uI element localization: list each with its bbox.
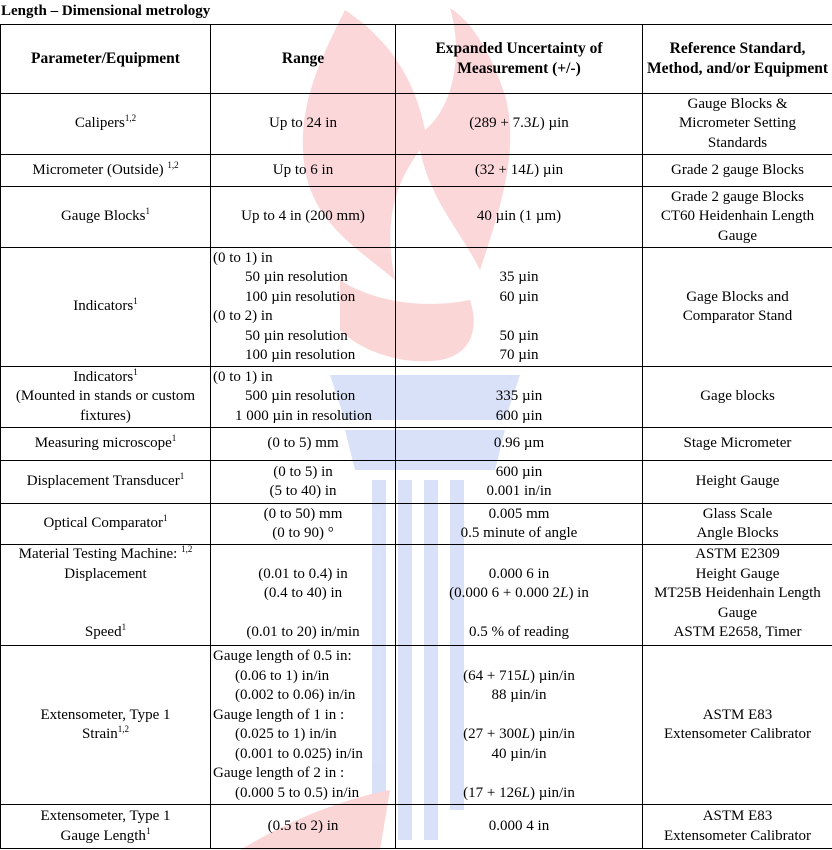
range-cell: (0 to 5) mm — [211, 428, 396, 461]
ref-line: Standards — [707, 134, 768, 151]
param-line — [3, 725, 208, 745]
reference-cell — [643, 94, 832, 155]
ref-line: Gauge Blocks & — [687, 95, 788, 112]
param-cell — [1, 248, 211, 367]
reference-cell: Gage blocks — [643, 367, 832, 428]
range-cell — [211, 248, 396, 367]
unc-line: 335 µin — [495, 388, 543, 405]
reference-cell — [643, 646, 832, 805]
unc-line: 0.000 6 in — [488, 565, 550, 582]
table-row-extensometer-gauge-length — [1, 805, 832, 849]
param-line: Extensometer, Type 1 — [40, 808, 171, 824]
ref-line: Extensometer Calibrator — [663, 726, 812, 742]
blank-line — [3, 604, 208, 624]
unc-line: 0.5 % of reading — [469, 624, 569, 640]
uncertainty-cell — [396, 461, 643, 504]
footnote-sup: 1 — [145, 825, 151, 836]
range-cell — [211, 461, 396, 504]
param-cell — [1, 504, 211, 545]
unc-line — [398, 667, 640, 687]
param-text: Micrometer (Outside) — [32, 161, 168, 178]
range-line: (0.01 to 20) in/min — [246, 624, 360, 640]
unc-text: (289 + 7.3 — [469, 115, 532, 132]
ref-line: Comparator Stand — [682, 308, 793, 324]
range-line: 50 µin resolution — [245, 269, 348, 285]
unc-line: 88 µin/in — [491, 687, 547, 703]
uncertainty-cell: 0.96 µm — [396, 428, 643, 461]
header-uncertainty: Expanded Uncertainty of Measurement (+/-) — [396, 25, 643, 94]
unc-line: 70 µin — [499, 347, 539, 363]
param-cell — [1, 155, 211, 187]
unc-line: 50 µin — [499, 327, 539, 344]
range-cell: Up to 6 in — [211, 155, 396, 187]
ref-line: Extensometer Calibrator — [663, 827, 812, 844]
param-line: Extensometer, Type 1 — [40, 706, 171, 723]
unc-text: ) µin — [539, 115, 569, 132]
footnote-sup: 1 — [163, 513, 168, 524]
unc-line: 0.005 mm — [488, 505, 550, 522]
blank-line — [213, 604, 393, 624]
range-line: 1 000 µin in resolution — [235, 407, 372, 424]
uncertainty-cell — [396, 155, 643, 187]
range-line: (0 to 50) mm — [263, 505, 343, 522]
ref-line: Height Gauge — [695, 565, 780, 582]
footnote-sup: 1 — [171, 433, 177, 444]
ref-line: Gauge — [717, 227, 758, 244]
range-line: (0.06 to 1) in/in — [235, 667, 330, 684]
unc-line: 35 µin — [499, 269, 539, 285]
param-line: Displacement — [64, 565, 147, 582]
param-text: Optical Comparator — [43, 515, 164, 532]
ref-line: Glass Scale — [702, 505, 773, 522]
ref-line: ASTM E2309 — [695, 546, 780, 562]
footnote-sup: 1,2 — [117, 724, 130, 734]
range-line: (5 to 40) in — [269, 483, 337, 499]
unc-text: (0.000 6 + 0.000 2 — [449, 585, 561, 601]
document-title: Length – Dimensional metrology — [1, 3, 211, 19]
table-row-extensometer-strain — [1, 646, 832, 805]
unc-line: 600 µin — [495, 463, 543, 480]
range-line: (0 to 5) in — [273, 463, 333, 480]
uncertainty-cell — [396, 248, 643, 367]
blank-line — [3, 584, 208, 604]
param-text: Calipers — [74, 115, 125, 132]
ref-line: Gauge — [717, 604, 758, 621]
uncertainty-cell: 0.000 4 in — [396, 805, 643, 849]
param-text: Strain — [81, 726, 118, 742]
unc-text: (64 + 715 — [463, 667, 522, 684]
ref-line: Gage Blocks and — [686, 288, 789, 305]
param-cell — [1, 545, 211, 646]
range-line: (0.000 5 to 0.5) in/in — [235, 784, 360, 801]
unc-var: L — [525, 161, 535, 178]
param-text: Gauge Blocks — [60, 208, 146, 225]
range-cell: (0.5 to 2) in — [211, 805, 396, 849]
footnote-sup: 1,2 — [181, 544, 193, 554]
uncertainty-cell — [396, 94, 643, 155]
blank-line — [398, 545, 640, 565]
reference-cell: Height Gauge — [643, 461, 832, 504]
ref-line: Grade 2 gauge Blocks — [671, 188, 804, 205]
param-line — [3, 368, 208, 388]
param-line — [3, 827, 208, 847]
uncertainty-cell: 40 µin (1 µm) — [396, 187, 643, 248]
unc-var: L — [521, 726, 530, 742]
param-text: Indicators — [73, 298, 134, 315]
range-line: (0.4 to 40) in — [263, 585, 343, 601]
param-line — [3, 623, 208, 643]
footnote-sup: 1 — [121, 622, 127, 632]
table-row-optical-comparator — [1, 504, 832, 545]
range-cell — [211, 545, 396, 646]
unc-line: 0.001 in/in — [486, 483, 552, 499]
footnote-sup: 1 — [179, 471, 185, 482]
uncertainty-cell — [396, 367, 643, 428]
unc-var: L — [531, 115, 540, 132]
range-cell — [211, 646, 396, 805]
uncertainty-cell — [396, 504, 643, 545]
range-line: (0 to 90) ° — [272, 525, 334, 541]
param-text: Displacement Transducer — [26, 473, 180, 490]
reference-cell — [643, 545, 832, 646]
unc-var: L — [521, 784, 530, 801]
unc-text: (27 + 300 — [463, 726, 522, 742]
blank-line — [398, 249, 640, 269]
param-text: Measuring microscope — [34, 435, 172, 452]
scope-table — [0, 24, 832, 849]
range-line: (0.01 to 0.4) in — [258, 565, 348, 582]
reference-cell — [643, 805, 832, 849]
footnote-sup: 1,2 — [124, 113, 137, 124]
blank-line — [398, 604, 640, 624]
blank-line — [398, 647, 640, 667]
param-cell — [1, 646, 211, 805]
blank-line — [398, 307, 640, 327]
param-cell — [1, 367, 211, 428]
unc-text: ) µin/in — [529, 784, 575, 801]
range-line: (0.025 to 1) in/in — [235, 726, 337, 742]
range-line: 100 µin resolution — [245, 288, 356, 305]
param-cell — [1, 428, 211, 461]
range-line: Gauge length of 0.5 in: — [213, 648, 352, 664]
table-row-micrometer — [1, 155, 832, 187]
unc-text: (17 + 126 — [463, 784, 522, 801]
ref-line: ASTM E83 — [702, 706, 773, 723]
param-line: (Mounted in stands or custom — [15, 388, 196, 405]
blank-line — [398, 368, 640, 388]
range-line: (0 to 1) in — [213, 249, 273, 266]
range-line: (0.002 to 0.06) in/in — [235, 687, 356, 703]
ref-line: Angle Blocks — [696, 525, 779, 541]
range-cell: Up to 4 in (200 mm) — [211, 187, 396, 248]
range-line: (0 to 1) in — [213, 368, 273, 385]
param-text: Material Testing Machine: — [18, 546, 182, 562]
reference-cell: Grade 2 gauge Blocks — [643, 155, 832, 187]
unc-text: ) µin/in — [529, 726, 575, 742]
blank-line — [213, 545, 393, 565]
unc-line — [398, 584, 640, 604]
param-line — [3, 545, 208, 565]
table-row-microscope — [1, 428, 832, 461]
header-range: Range — [211, 25, 396, 94]
param-cell — [1, 805, 211, 849]
ref-line: MT25B Heidenhain Length — [654, 585, 821, 601]
blank-line — [398, 764, 640, 784]
range-cell: Up to 24 in — [211, 94, 396, 155]
range-line: 100 µin resolution — [245, 347, 356, 363]
reference-cell — [643, 187, 832, 248]
ref-line: Micrometer Setting — [678, 115, 797, 132]
table-row-indicators — [1, 248, 832, 367]
reference-cell — [643, 248, 832, 367]
unc-line: 0.5 minute of angle — [460, 525, 578, 541]
table-row-material-testing-machine — [1, 545, 832, 646]
param-text: Gauge Length — [60, 827, 146, 844]
header-reference: Reference Standard, Method, and/or Equipment — [643, 25, 832, 94]
unc-line: 60 µin — [499, 288, 539, 305]
param-cell — [1, 461, 211, 504]
unc-text: (32 + 14 — [474, 161, 526, 178]
range-line: (0.001 to 0.025) in/in — [235, 745, 363, 762]
footnote-sup: 1 — [145, 206, 151, 217]
reference-cell: Stage Micrometer — [643, 428, 832, 461]
range-line: (0 to 2) in — [213, 308, 273, 324]
unc-var: L — [521, 667, 530, 684]
param-text: Speed — [84, 624, 122, 640]
range-cell — [211, 367, 396, 428]
ref-line: ASTM E83 — [702, 808, 773, 824]
range-line: Gauge length of 1 in : — [213, 706, 345, 723]
unc-line: 600 µin — [495, 407, 543, 424]
blank-line — [398, 706, 640, 726]
range-line: Gauge length of 2 in : — [213, 765, 345, 781]
ref-line: CT60 Heidenhain Length — [660, 208, 815, 225]
param-cell — [1, 94, 211, 155]
footnote-sup: 1 — [133, 366, 138, 377]
unc-text: ) in — [568, 585, 589, 601]
uncertainty-cell — [396, 545, 643, 646]
footnote-sup: 1 — [133, 296, 138, 307]
table-row-indicators-mounted — [1, 367, 832, 428]
param-text: Indicators — [73, 368, 134, 385]
unc-line: 40 µin/in — [491, 745, 547, 762]
unc-line — [398, 725, 640, 745]
table-row-displacement-transducer — [1, 461, 832, 504]
unc-var: L — [560, 585, 569, 601]
footnote-sup: 1,2 — [167, 159, 179, 170]
header-row — [1, 25, 832, 94]
unc-text: ) µin — [534, 161, 564, 178]
range-line: 50 µin resolution — [245, 327, 348, 344]
range-cell — [211, 504, 396, 545]
table-row-calipers — [1, 94, 832, 155]
reference-cell — [643, 504, 832, 545]
table-row-gauge-blocks — [1, 187, 832, 248]
param-line: fixtures) — [80, 407, 131, 424]
param-cell — [1, 187, 211, 248]
unc-line — [398, 784, 640, 804]
unc-text: ) µin/in — [529, 667, 575, 684]
uncertainty-cell — [396, 646, 643, 805]
range-line: 500 µin resolution — [245, 388, 356, 405]
header-parameter: Parameter/Equipment — [1, 25, 211, 94]
ref-line: ASTM E2658, Timer — [673, 624, 802, 640]
